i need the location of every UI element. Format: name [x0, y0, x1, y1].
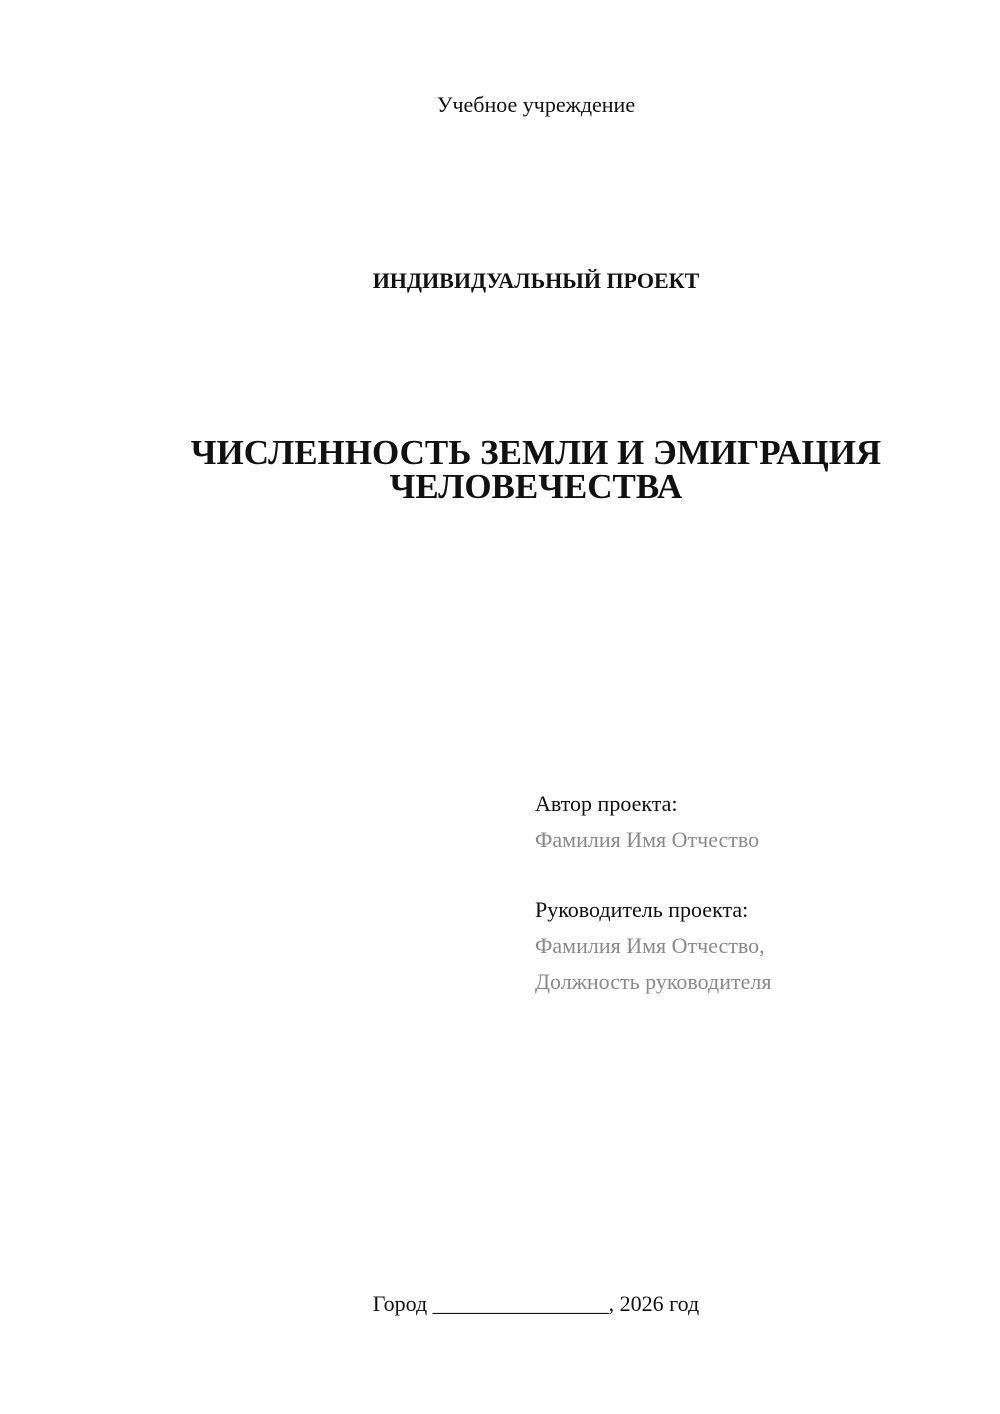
supervisor-position-placeholder: Должность руководителя: [535, 969, 772, 994]
project-type-heading: ИНДИВИДУАЛЬНЫЙ ПРОЕКТ: [372, 268, 700, 293]
supervisor-name-placeholder: Фамилия Имя Отчество,: [535, 933, 765, 958]
institution-name: Учебное учреждение: [436, 92, 636, 117]
project-title-line-2: ЧЕЛОВЕЧЕСТВА: [389, 467, 683, 506]
supervisor-block: [535, 892, 771, 1000]
project-title-line-1: ЧИСЛЕННОСТЬ ЗЕМЛИ И ЭМИГРАЦИЯ: [190, 433, 882, 472]
author-label: Автор проекта:: [535, 791, 678, 816]
author-name-placeholder: Фамилия Имя Отчество: [535, 827, 760, 852]
supervisor-label: Руководитель проекта:: [535, 897, 749, 922]
author-block: [535, 786, 759, 858]
city-year-footer: Город ________________, 2026 год: [372, 1291, 700, 1316]
project-title: [0, 433, 1000, 506]
